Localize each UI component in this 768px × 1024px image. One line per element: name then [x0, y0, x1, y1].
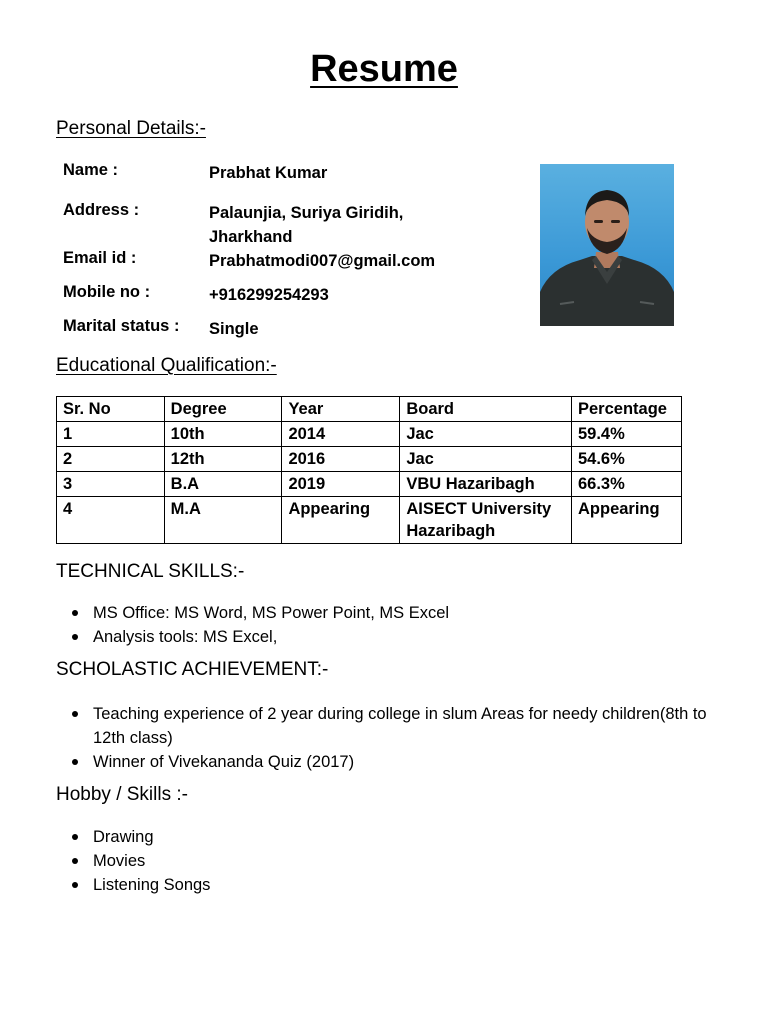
table-cell: VBU Hazaribagh [400, 472, 572, 497]
email-value: Prabhatmodi007@gmail.com [209, 252, 436, 270]
table-cell: 66.3% [572, 472, 682, 497]
education-table [56, 396, 682, 544]
mobile-value: +916299254293 [209, 286, 329, 304]
list-item: Drawing [56, 825, 733, 849]
marital-label: Marital status : [63, 317, 180, 335]
table-cell: 2014 [282, 422, 400, 447]
technical-skills-list [56, 601, 733, 649]
table-row [57, 497, 682, 544]
mobile-label: Mobile no : [63, 283, 151, 301]
table-cell: M.A [164, 497, 282, 544]
table-cell: AISECT University Hazaribagh [400, 497, 572, 544]
list-item: Listening Songs [56, 873, 733, 897]
table-cell: 2016 [282, 447, 400, 472]
table-cell: 3 [57, 472, 165, 497]
table-header-row [57, 397, 682, 422]
list-item: Movies [56, 849, 733, 873]
table-row [57, 422, 682, 447]
table-cell: 1 [57, 422, 165, 447]
scholastic-achievement-heading: SCHOLASTIC ACHIEVEMENT:- [56, 659, 329, 680]
name-label: Name : [63, 161, 119, 179]
list-item: MS Office: MS Word, MS Power Point, MS Excel [56, 601, 733, 625]
column-header: Sr. No [57, 397, 165, 422]
name-value: Prabhat Kumar [209, 164, 328, 182]
column-header: Degree [164, 397, 282, 422]
table-cell: Appearing [282, 497, 400, 544]
table-cell: 4 [57, 497, 165, 544]
personal-details-heading: Personal Details:- [56, 118, 206, 139]
education-heading: Educational Qualification:- [56, 355, 277, 376]
table-row [57, 472, 682, 497]
table-cell: 2 [57, 447, 165, 472]
hobby-skills-heading: Hobby / Skills :- [56, 784, 188, 805]
column-header: Percentage [572, 397, 682, 422]
address-label: Address : [63, 201, 140, 219]
table-cell: 2019 [282, 472, 400, 497]
table-cell: Appearing [572, 497, 682, 544]
table-cell: 59.4% [572, 422, 682, 447]
hobby-skills-list [56, 825, 733, 897]
technical-skills-heading: TECHNICAL SKILLS:- [56, 561, 245, 582]
table-cell: 54.6% [572, 447, 682, 472]
profile-photo [540, 164, 674, 326]
column-header: Board [400, 397, 572, 422]
table-row [57, 447, 682, 472]
marital-value: Single [209, 320, 259, 338]
list-item: Winner of Vivekananda Quiz (2017) [56, 750, 733, 774]
list-item: Analysis tools: MS Excel, [56, 625, 733, 649]
table-cell: Jac [400, 447, 572, 472]
table-cell: Jac [400, 422, 572, 447]
scholastic-achievement-list [56, 702, 733, 774]
person-portrait-icon [540, 164, 674, 326]
column-header: Year [282, 397, 400, 422]
resume-title: Resume [310, 48, 458, 90]
table-cell: 12th [164, 447, 282, 472]
list-item: Teaching experience of 2 year during college in slum Areas for needy children(8th to 12th class) [56, 702, 733, 750]
address-value: Palaunjia, Suriya Giridih, Jharkhand [209, 204, 404, 246]
table-cell: 10th [164, 422, 282, 447]
table-cell: B.A [164, 472, 282, 497]
email-label: Email id : [63, 249, 137, 267]
